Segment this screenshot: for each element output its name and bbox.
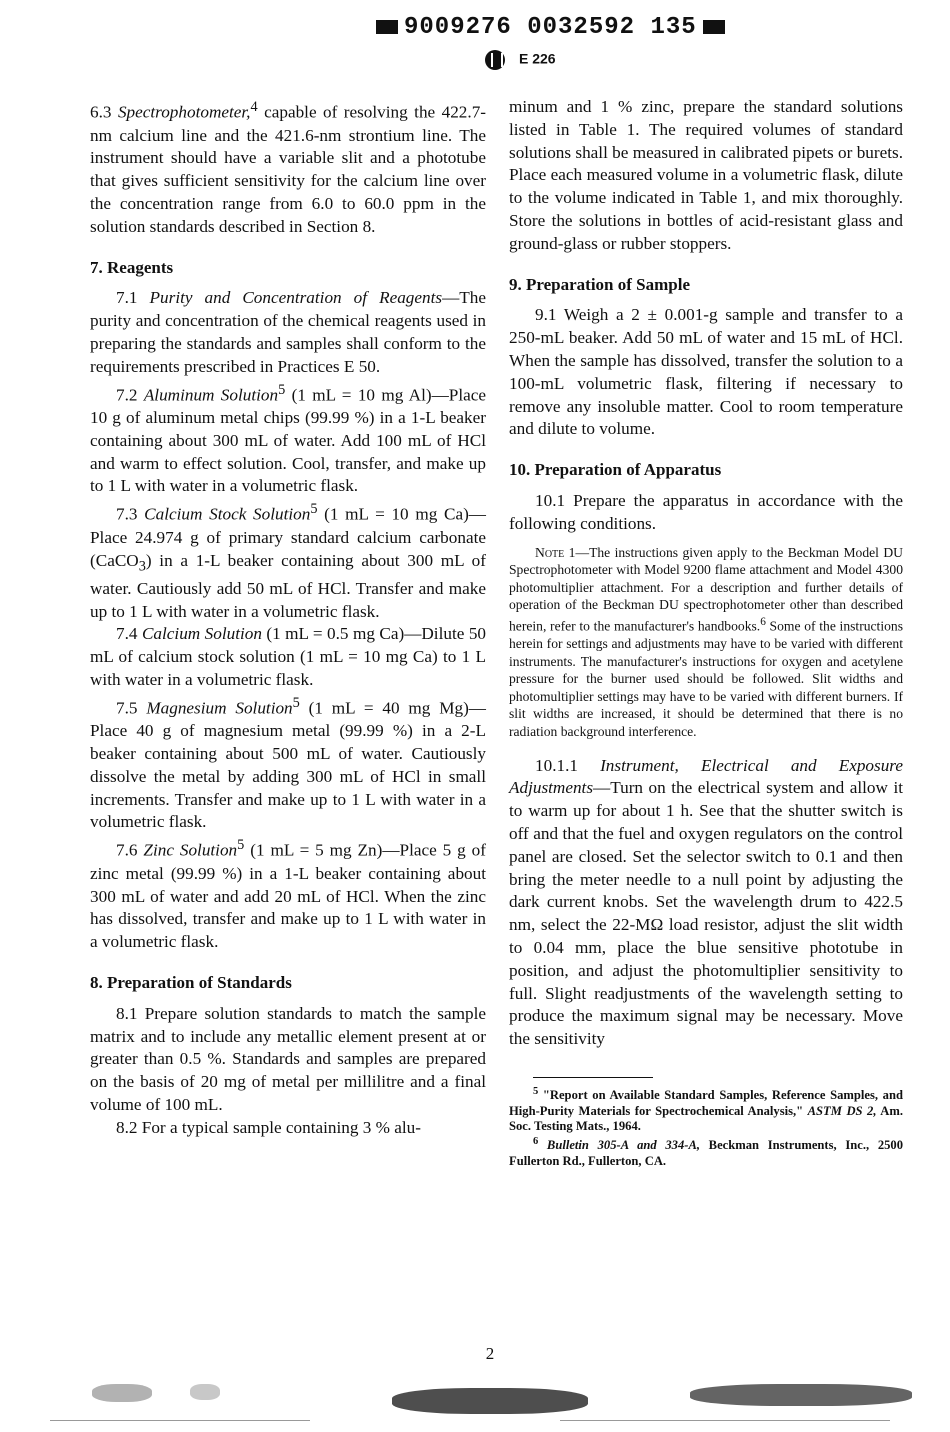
scan-artifact (190, 1384, 220, 1400)
document-code: 9009276 0032592 135 (404, 14, 697, 41)
footnote-6: $^6$ Bulletin 305-A and 334-A, Beckman Instruments, Inc., 2500 Fullerton Rd., Fullerton, CA. (509, 1136, 904, 1168)
scan-rule (560, 1420, 890, 1421)
designation-number: E 226 (519, 50, 556, 67)
barcode-mark-left (376, 20, 398, 34)
scan-artifact (690, 1384, 912, 1406)
paragraph-7-3: 7.3 Calcium Stock Solution$^5$ (1 mL = 10 mg Ca)—Place 24.974 g of primary standard calcium carbonate (CaCO$_3$) in a 1-L beaker containing about 300 mL of water. Cautiously add 50 mL of HCl. Transfer and make up to 1 L with water in a volumetric flask. (90, 501, 486, 621)
scan-artifact (392, 1388, 588, 1414)
paragraph-7-1: 7.1 Purity and Concentration of Reagents—The purity and concentration of the chemical reagents used in preparing the standards and samples shall conform to the requirements prescribed in Practices E 50. (90, 288, 487, 376)
section-heading-standards: 8. Preparation of Standards (90, 973, 292, 992)
paragraph-7-5: 7.5 Magnesium Solution$^5$ (1 mL = 40 mg Mg)—Place 40 g of magnesium metal (99.99 %) in a 2-L beaker containing about 500 mL of water. Cautiously dissolve the metal by adding 300 mL of HCl in small increments. Transfer and make up to 1 L with water in a volumetric flask. (90, 694, 486, 832)
scan-rule (50, 1420, 310, 1421)
scan-artifact (92, 1384, 152, 1402)
barcode-mark-right (703, 20, 725, 34)
document-code-header (370, 14, 780, 41)
footnote-5: $^5$ "Report on Available Standard Samples, Reference Samples, and High-Purity Materials for Spectrochemical Analysis," ASTM DS 2, Am. Soc. Testing Mats., 1964. (509, 1085, 904, 1133)
paragraph-7-4: 7.4 Calcium Solution (1 mL = 0.5 mg Ca)—Dilute 50 mL of calcium stock solution (1 mL = 10 mg Ca) to 1 L with water in a volumetric flask. (90, 624, 487, 689)
paragraph-8-2: 8.2 For a typical sample containing 3 % alu- (116, 1117, 422, 1137)
section-heading-apparatus: 10. Preparation of Apparatus (509, 460, 722, 480)
paragraph-10-1: 10.1 Prepare the apparatus in accordance with the following conditions. (509, 490, 903, 533)
page-number: 2 (485, 1344, 495, 1363)
right-column (509, 96, 903, 1169)
paragraph-9-1: 9.1 Weigh a 2 ± 0.001-g sample and transfer to a 250-mL beaker. Add 50 mL of water and 15 mL of HCl. When the sample has dissolved, transfer the solution to a 100-mL volumetric flask, filtering if necessary to remove any insoluble matter. Cool to room temperature and dilute to volume. (509, 305, 903, 439)
astm-logo-icon (485, 50, 505, 70)
standard-designation (485, 50, 556, 70)
left-column (90, 96, 486, 1140)
paragraph-8-2-continued: minum and 1 % zinc, prepare the standard solutions listed in Table 1. The required volumes of standard solutions shall be measured in calibrated pipets or burets. Place each measured volume in a volumetric flask, dilute to the volume indicated in Table 1, and mix thoroughly. Store the solutions in bottles of acid-resistant glass and ground-glass or rubber stoppers. (509, 97, 903, 253)
footnote-divider (533, 1077, 653, 1078)
section-heading-reagents: 7. Reagents (90, 257, 174, 277)
paragraph-7-2: 7.2 Aluminum Solution$^5$ (1 mL = 10 mg Al)—Place 10 g of aluminum metal chips (99.99 %) in a 1-L beaker containing about 300 mL of water. Add 100 mL of HCl and warm to effect solution. Cool, transfer, and make up to 1 L with water in a volumetric flask. (90, 381, 486, 496)
paragraph-10-1-1: 10.1.1 Instrument, Electrical and Exposure Adjustments—Turn on the electrical system and allow it to warm up for about 1 h. See that the shutter switch is off and that the fuel and oxygen regulators on the control panel are closed. Set the selector switch to 0.1 and then bring the meter needle to a null point by adjusting the dark current knobs. Set the wavelength drum to 422.5 nm, select the 22-MΩ load resistor, adjust the slit width to 0.04 mm, place the blue sensitive phototube in position, and adjust the photomultiplier sensitivity to full. Slight readjustments of the wavelength setting to produce the maximum signal may be necessary. Move the sensitivity (509, 755, 903, 1049)
section-heading-sample: 9. Preparation of Sample (509, 274, 691, 294)
paragraph-6-3: 6.3 Spectrophotometer,$^4$ capable of resolving the 422.7-nm calcium line and the 421.6-nm strontium line. The instrument should have a variable slit and a phototube that gives sufficient sensitivity for the calcium line over the concentration range from 6.0 to 60.0 ppm in the solution standards described in Section 8. (90, 99, 487, 236)
paragraph-7-6: 7.6 Zinc Solution$^5$ (1 mL = 5 mg Zn)—Place 5 g of zinc metal (99.99 %) in a 1-L beaker containing about 300 mL of water and add 20 mL of HCl. When the zinc has dissolved, transfer and make up to 1 L with water in a volumetric flask. (90, 837, 486, 952)
paragraph-8-1: 8.1 Prepare solution standards to match the sample matrix and to include any metallic element present at or greater than 0.5 %. Standards and samples are prepared on the basis of 20 mg of metal per millilitre and a final volume of 100 mL. (90, 1003, 486, 1114)
note-1: Note 1—The instructions given apply to the Beckman Model DU Spectrophotometer with Model 9200 flame attachment and Model 4300 photomultiplier attachment. For a description and further details of operation of the Beckman DU spectrophotometer other than described herein, refer to the manufacturer's handbooks.$^6$ Some of the instructions herein for settings and adjustments may have to be varied with different instruments. The manufacturer's instructions for oxygen and acetylene pressure for the burner used should be followed. Slit widths and photomultiplier settings may have to be varied with different burners. If slit widths are increased, it should be determined that there is no radiation background interference. (509, 544, 903, 740)
